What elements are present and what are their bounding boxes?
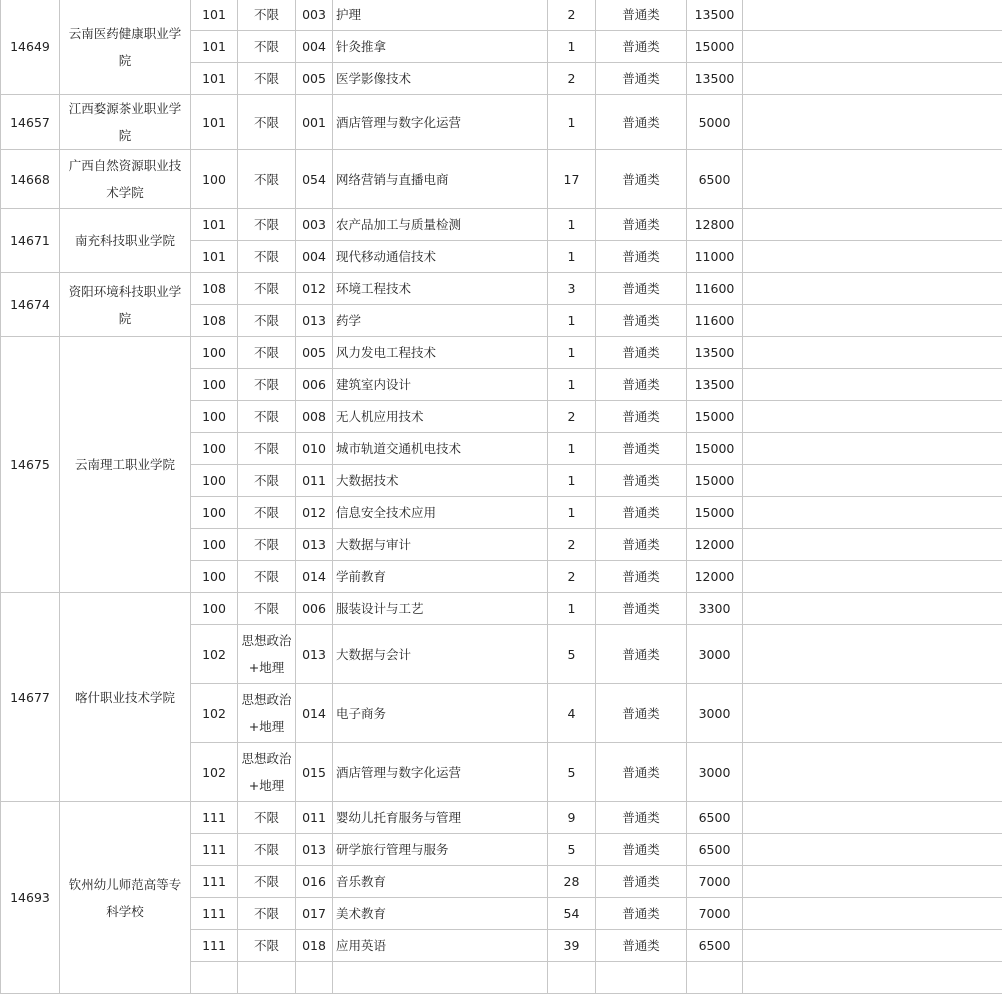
major-name-cell: 电子商务: [333, 684, 548, 743]
plan-count-cell: 1: [548, 497, 596, 529]
subject-requirement-cell: 不限: [238, 95, 296, 150]
group-code-cell: 100: [191, 465, 238, 497]
category-cell: 普通类: [596, 866, 687, 898]
tuition-cell: 15000: [687, 497, 743, 529]
major-name-cell: 婴幼儿托育服务与管理: [333, 802, 548, 834]
tuition-cell: 13500: [687, 63, 743, 95]
tuition-cell: 11600: [687, 305, 743, 337]
group-code-cell: 111: [191, 834, 238, 866]
blank-cell: [743, 561, 1002, 593]
group-code-cell: 100: [191, 433, 238, 465]
category-cell: 普通类: [596, 241, 687, 273]
plan-count-cell: 1: [548, 241, 596, 273]
group-code-cell: 100: [191, 401, 238, 433]
major-code-cell: 013: [296, 529, 333, 561]
table-row: [1, 0, 1002, 31]
group-code-cell: 101: [191, 31, 238, 63]
major-code-cell: 006: [296, 369, 333, 401]
plan-count-cell: 4: [548, 684, 596, 743]
major-code-cell: 017: [296, 898, 333, 930]
subject-requirement-cell: 不限: [238, 273, 296, 305]
category-cell: 普通类: [596, 529, 687, 561]
blank-cell: [743, 529, 1002, 561]
major-code-cell: 012: [296, 273, 333, 305]
plan-count-cell: 2: [548, 0, 596, 31]
plan-count-cell: 1: [548, 337, 596, 369]
major-name-cell: 无人机应用技术: [333, 401, 548, 433]
group-code-cell: 100: [191, 529, 238, 561]
category-cell: 普通类: [596, 898, 687, 930]
group-code-cell: 100: [191, 593, 238, 625]
category-cell: [596, 962, 687, 994]
plan-count-cell: 1: [548, 95, 596, 150]
tuition-cell: 13500: [687, 337, 743, 369]
tuition-cell: 11000: [687, 241, 743, 273]
blank-cell: [743, 209, 1002, 241]
school-name-cell: 江西婺源茶业职业学院: [60, 95, 191, 150]
group-code-cell: 101: [191, 63, 238, 95]
blank-cell: [743, 241, 1002, 273]
major-name-cell: 医学影像技术: [333, 63, 548, 95]
plan-count-cell: 1: [548, 433, 596, 465]
tuition-cell: 5000: [687, 95, 743, 150]
major-code-cell: [296, 962, 333, 994]
plan-count-cell: 2: [548, 561, 596, 593]
category-cell: 普通类: [596, 593, 687, 625]
major-name-cell: 大数据与会计: [333, 625, 548, 684]
major-name-cell: [333, 962, 548, 994]
major-name-cell: 大数据与审计: [333, 529, 548, 561]
group-code-cell: 101: [191, 209, 238, 241]
group-code-cell: 100: [191, 497, 238, 529]
category-cell: 普通类: [596, 31, 687, 63]
tuition-cell: 13500: [687, 0, 743, 31]
tuition-cell: 13500: [687, 369, 743, 401]
group-code-cell: 108: [191, 273, 238, 305]
table-row: [1, 95, 1002, 150]
table-row: [1, 209, 1002, 241]
major-code-cell: 016: [296, 866, 333, 898]
major-name-cell: 大数据技术: [333, 465, 548, 497]
major-code-cell: 011: [296, 802, 333, 834]
group-code-cell: 102: [191, 625, 238, 684]
subject-requirement-cell: 不限: [238, 866, 296, 898]
category-cell: 普通类: [596, 834, 687, 866]
category-cell: 普通类: [596, 305, 687, 337]
major-code-cell: 008: [296, 401, 333, 433]
tuition-cell: 3300: [687, 593, 743, 625]
table-row: [1, 273, 1002, 305]
tuition-cell: 15000: [687, 465, 743, 497]
blank-cell: [743, 0, 1002, 31]
category-cell: 普通类: [596, 625, 687, 684]
major-name-cell: 城市轨道交通机电技术: [333, 433, 548, 465]
subject-requirement-cell: 思想政治+地理: [238, 625, 296, 684]
tuition-cell: 3000: [687, 684, 743, 743]
subject-requirement-cell: 思想政治+地理: [238, 684, 296, 743]
major-code-cell: 014: [296, 684, 333, 743]
subject-requirement-cell: 不限: [238, 305, 296, 337]
plan-count-cell: 54: [548, 898, 596, 930]
blank-cell: [743, 962, 1002, 994]
blank-cell: [743, 802, 1002, 834]
major-code-cell: 004: [296, 241, 333, 273]
subject-requirement-cell: 不限: [238, 930, 296, 962]
blank-cell: [743, 625, 1002, 684]
major-name-cell: 研学旅行管理与服务: [333, 834, 548, 866]
tuition-cell: 6500: [687, 930, 743, 962]
subject-requirement-cell: 不限: [238, 561, 296, 593]
tuition-cell: 6500: [687, 802, 743, 834]
table-row: [1, 337, 1002, 369]
plan-count-cell: 2: [548, 63, 596, 95]
major-code-cell: 003: [296, 0, 333, 31]
category-cell: 普通类: [596, 433, 687, 465]
major-name-cell: 网络营销与直播电商: [333, 150, 548, 209]
major-name-cell: 护理: [333, 0, 548, 31]
major-code-cell: 013: [296, 834, 333, 866]
subject-requirement-cell: [238, 962, 296, 994]
group-code-cell: 111: [191, 866, 238, 898]
subject-requirement-cell: 不限: [238, 433, 296, 465]
blank-cell: [743, 95, 1002, 150]
major-code-cell: 005: [296, 63, 333, 95]
school-code-cell: 14677: [1, 593, 60, 802]
blank-cell: [743, 273, 1002, 305]
school-code-cell: 14671: [1, 209, 60, 273]
major-name-cell: 现代移动通信技术: [333, 241, 548, 273]
group-code-cell: 100: [191, 337, 238, 369]
subject-requirement-cell: 不限: [238, 150, 296, 209]
major-name-cell: 药学: [333, 305, 548, 337]
blank-cell: [743, 150, 1002, 209]
plan-count-cell: [548, 962, 596, 994]
plan-count-cell: 1: [548, 465, 596, 497]
school-code-cell: 14649: [1, 0, 60, 95]
category-cell: 普通类: [596, 743, 687, 802]
group-code-cell: 111: [191, 898, 238, 930]
plan-count-cell: 3: [548, 273, 596, 305]
tuition-cell: 15000: [687, 401, 743, 433]
subject-requirement-cell: 思想政治+地理: [238, 743, 296, 802]
plan-count-cell: 9: [548, 802, 596, 834]
group-code-cell: 101: [191, 0, 238, 31]
category-cell: 普通类: [596, 684, 687, 743]
school-name-cell: 云南理工职业学院: [60, 337, 191, 593]
group-code-cell: 102: [191, 684, 238, 743]
school-code-cell: 14668: [1, 150, 60, 209]
subject-requirement-cell: 不限: [238, 593, 296, 625]
table-row: [1, 802, 1002, 834]
plan-count-cell: 1: [548, 369, 596, 401]
plan-count-cell: 2: [548, 401, 596, 433]
table-row: [1, 150, 1002, 209]
major-code-cell: 003: [296, 209, 333, 241]
blank-cell: [743, 401, 1002, 433]
plan-count-cell: 1: [548, 31, 596, 63]
major-code-cell: 004: [296, 31, 333, 63]
school-name-cell: 喀什职业技术学院: [60, 593, 191, 802]
school-code-cell: 14675: [1, 337, 60, 593]
tuition-cell: [687, 962, 743, 994]
blank-cell: [743, 684, 1002, 743]
category-cell: 普通类: [596, 63, 687, 95]
school-code-cell: 14674: [1, 273, 60, 337]
plan-count-cell: 5: [548, 834, 596, 866]
major-code-cell: 011: [296, 465, 333, 497]
group-code-cell: 108: [191, 305, 238, 337]
tuition-cell: 12000: [687, 561, 743, 593]
blank-cell: [743, 63, 1002, 95]
major-code-cell: 015: [296, 743, 333, 802]
tuition-cell: 6500: [687, 150, 743, 209]
major-code-cell: 054: [296, 150, 333, 209]
tuition-cell: 3000: [687, 625, 743, 684]
group-code-cell: 111: [191, 930, 238, 962]
school-code-cell: 14693: [1, 802, 60, 994]
major-code-cell: 001: [296, 95, 333, 150]
subject-requirement-cell: 不限: [238, 802, 296, 834]
blank-cell: [743, 898, 1002, 930]
category-cell: 普通类: [596, 930, 687, 962]
major-name-cell: 建筑室内设计: [333, 369, 548, 401]
subject-requirement-cell: 不限: [238, 31, 296, 63]
major-name-cell: 应用英语: [333, 930, 548, 962]
category-cell: 普通类: [596, 150, 687, 209]
blank-cell: [743, 433, 1002, 465]
tuition-cell: 15000: [687, 31, 743, 63]
major-name-cell: 风力发电工程技术: [333, 337, 548, 369]
tuition-cell: 6500: [687, 834, 743, 866]
blank-cell: [743, 834, 1002, 866]
blank-cell: [743, 369, 1002, 401]
plan-count-cell: 1: [548, 305, 596, 337]
blank-cell: [743, 743, 1002, 802]
group-code-cell: 100: [191, 369, 238, 401]
category-cell: 普通类: [596, 802, 687, 834]
major-name-cell: 针灸推拿: [333, 31, 548, 63]
tuition-cell: 15000: [687, 433, 743, 465]
school-name-cell: 钦州幼儿师范高等专科学校: [60, 802, 191, 994]
blank-cell: [743, 31, 1002, 63]
category-cell: 普通类: [596, 95, 687, 150]
category-cell: 普通类: [596, 337, 687, 369]
category-cell: 普通类: [596, 465, 687, 497]
subject-requirement-cell: 不限: [238, 0, 296, 31]
major-code-cell: 014: [296, 561, 333, 593]
major-name-cell: 酒店管理与数字化运营: [333, 743, 548, 802]
plan-count-cell: 28: [548, 866, 596, 898]
subject-requirement-cell: 不限: [238, 241, 296, 273]
blank-cell: [743, 930, 1002, 962]
category-cell: 普通类: [596, 497, 687, 529]
category-cell: 普通类: [596, 401, 687, 433]
major-name-cell: 音乐教育: [333, 866, 548, 898]
plan-count-cell: 39: [548, 930, 596, 962]
subject-requirement-cell: 不限: [238, 337, 296, 369]
major-name-cell: 酒店管理与数字化运营: [333, 95, 548, 150]
group-code-cell: [191, 962, 238, 994]
subject-requirement-cell: 不限: [238, 497, 296, 529]
blank-cell: [743, 465, 1002, 497]
major-name-cell: 环境工程技术: [333, 273, 548, 305]
major-name-cell: 服装设计与工艺: [333, 593, 548, 625]
major-name-cell: 农产品加工与质量检测: [333, 209, 548, 241]
school-name-cell: 南充科技职业学院: [60, 209, 191, 273]
school-code-cell: 14657: [1, 95, 60, 150]
school-name-cell: 广西自然资源职业技术学院: [60, 150, 191, 209]
tuition-cell: 12800: [687, 209, 743, 241]
subject-requirement-cell: 不限: [238, 465, 296, 497]
subject-requirement-cell: 不限: [238, 369, 296, 401]
subject-requirement-cell: 不限: [238, 529, 296, 561]
table-body: [1, 0, 1002, 994]
blank-cell: [743, 305, 1002, 337]
subject-requirement-cell: 不限: [238, 834, 296, 866]
blank-cell: [743, 866, 1002, 898]
tuition-cell: 7000: [687, 866, 743, 898]
category-cell: 普通类: [596, 209, 687, 241]
major-code-cell: 005: [296, 337, 333, 369]
major-code-cell: 010: [296, 433, 333, 465]
tuition-cell: 12000: [687, 529, 743, 561]
plan-count-cell: 5: [548, 743, 596, 802]
blank-cell: [743, 497, 1002, 529]
plan-count-cell: 17: [548, 150, 596, 209]
subject-requirement-cell: 不限: [238, 209, 296, 241]
major-name-cell: 学前教育: [333, 561, 548, 593]
major-code-cell: 013: [296, 305, 333, 337]
group-code-cell: 100: [191, 561, 238, 593]
plan-count-cell: 1: [548, 209, 596, 241]
tuition-cell: 3000: [687, 743, 743, 802]
group-code-cell: 111: [191, 802, 238, 834]
tuition-cell: 11600: [687, 273, 743, 305]
blank-cell: [743, 593, 1002, 625]
group-code-cell: 101: [191, 95, 238, 150]
tuition-cell: 7000: [687, 898, 743, 930]
table-row: [1, 593, 1002, 625]
major-code-cell: 012: [296, 497, 333, 529]
plan-count-cell: 2: [548, 529, 596, 561]
group-code-cell: 100: [191, 150, 238, 209]
subject-requirement-cell: 不限: [238, 898, 296, 930]
school-name-cell: 资阳环境科技职业学院: [60, 273, 191, 337]
subject-requirement-cell: 不限: [238, 63, 296, 95]
category-cell: 普通类: [596, 369, 687, 401]
category-cell: 普通类: [596, 0, 687, 31]
major-code-cell: 013: [296, 625, 333, 684]
category-cell: 普通类: [596, 561, 687, 593]
group-code-cell: 102: [191, 743, 238, 802]
major-name-cell: 信息安全技术应用: [333, 497, 548, 529]
blank-cell: [743, 337, 1002, 369]
category-cell: 普通类: [596, 273, 687, 305]
subject-requirement-cell: 不限: [238, 401, 296, 433]
plan-count-cell: 1: [548, 593, 596, 625]
major-code-cell: 018: [296, 930, 333, 962]
plan-count-cell: 5: [548, 625, 596, 684]
school-name-cell: 云南医药健康职业学院: [60, 0, 191, 95]
group-code-cell: 101: [191, 241, 238, 273]
major-code-cell: 006: [296, 593, 333, 625]
major-name-cell: 美术教育: [333, 898, 548, 930]
